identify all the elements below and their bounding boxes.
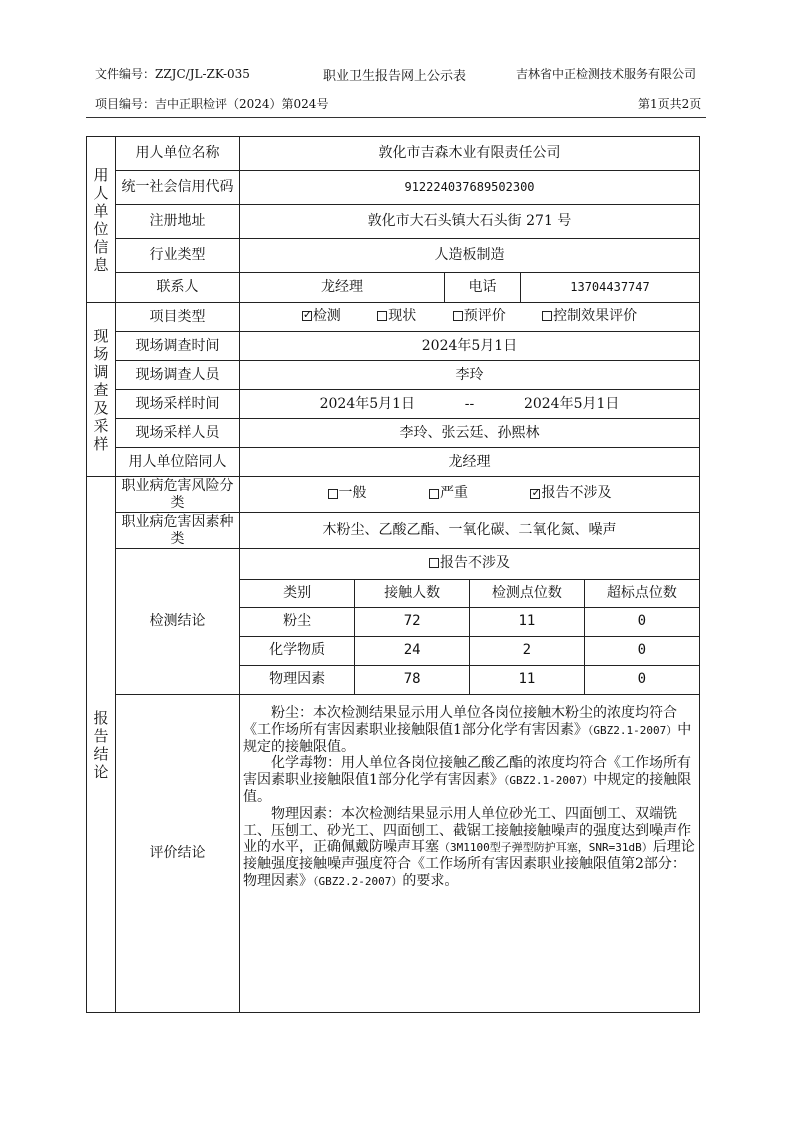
credit-code: 912224037689502300	[240, 171, 700, 205]
checked-box-icon	[302, 311, 312, 321]
table-cell: 0	[584, 607, 699, 636]
project-type-label: 项目类型	[116, 303, 240, 332]
table-row	[240, 665, 699, 694]
disclosure-table	[86, 136, 700, 1013]
checkbox-icon	[429, 558, 439, 568]
evaluation-paragraph-chemical: 化学毒物：用人单位各岗位接触乙酸乙酯的浓度均符合《工作场所有害因素职业接触限值1部分化学有害因素》（GBZ2.1-2007）中规定的接触限值。	[243, 755, 692, 805]
detection-not-involved[interactable]: 报告不涉及	[240, 549, 699, 579]
sampling-time	[240, 390, 700, 419]
address: 敦化市大石头镇大石头街 271 号	[240, 205, 700, 239]
survey-time-label: 现场调查时间	[116, 332, 240, 361]
project-type-pre-evaluation[interactable]: 预评价	[453, 308, 506, 325]
table-header-category: 类别	[240, 579, 355, 607]
section-report: 报告结论	[87, 477, 116, 1013]
checkbox-icon	[429, 489, 439, 499]
evaluation-paragraph-physical: 物理因素：本次检测结果显示用人单位砂光工、四面刨工、双端铣工、压刨工、砂光工、四面刨工、截锯工接触接触噪声的强度达到噪声作业的水平，正确佩戴防噪声耳塞（3M1100型子弹型防护耳塞，SNR=31dB）后理论接触强度接触噪声强度符合《工作场所有害因素职业接触限值第2部分：物理因素》（GBZ2.2-2007）的要求。	[243, 805, 695, 889]
section-survey: 现场调查及采样	[87, 303, 116, 477]
file-number: 文件编号：ZZJC/JL-ZK-035	[95, 67, 250, 81]
table-header-exceeded: 超标点位数	[584, 579, 699, 607]
header-divider	[86, 117, 706, 118]
table-cell: 11	[470, 665, 585, 694]
risk-serious[interactable]: 严重	[429, 485, 468, 502]
table-cell: 粉尘	[240, 607, 355, 636]
table-cell: 0	[584, 665, 699, 694]
evaluation-conclusion-label: 评价结论	[116, 695, 240, 1013]
table-cell: 2	[470, 636, 585, 665]
evaluation-conclusion	[240, 695, 700, 1013]
industry: 人造板制造	[240, 239, 700, 273]
page-number: 第1页共2页	[638, 97, 702, 111]
survey-time: 2024年5月1日	[240, 332, 700, 361]
surveyor-label: 现场调查人员	[116, 361, 240, 390]
surveyor: 李玲	[240, 361, 700, 390]
sampling-end: 2024年5月1日	[523, 395, 620, 412]
project-type-status[interactable]: 现状	[377, 308, 416, 325]
samplers: 李玲、张云廷、孙熙林	[240, 419, 700, 448]
checkbox-icon	[328, 489, 338, 499]
risk-not-involved[interactable]: ✓ 报告不涉及	[530, 485, 611, 502]
table-header-points: 检测点位数	[470, 579, 585, 607]
escort: 龙经理	[240, 448, 700, 477]
table-cell: 化学物质	[240, 636, 355, 665]
project-type-control-effect[interactable]: 控制效果评价	[542, 308, 637, 325]
checked-box-icon	[530, 489, 540, 499]
employer-name-label: 用人单位名称	[116, 137, 240, 171]
risk-class-label: 职业病危害风险分类	[116, 477, 240, 513]
form-title: 职业卫生报告网上公示表	[323, 69, 467, 84]
table-cell: 0	[584, 636, 699, 665]
company-name: 吉林省中正检测技术服务有限公司	[516, 67, 697, 81]
table-header-exposed: 接触人数	[355, 579, 470, 607]
table-cell: 11	[470, 607, 585, 636]
checkbox-icon	[542, 311, 552, 321]
hazard-factors-label: 职业病危害因素种类	[116, 513, 240, 549]
escort-label: 用人单位陪同人	[116, 448, 240, 477]
detection-conclusion-label: 检测结论	[116, 549, 240, 695]
table-row	[240, 607, 699, 636]
project-type-options	[240, 303, 700, 332]
sampling-time-label: 现场采样时间	[116, 390, 240, 419]
sampling-start: 2024年5月1日	[319, 395, 416, 412]
hazard-factors: 木粉尘、乙酸乙酯、一氧化碳、二氧化氮、噪声	[240, 513, 700, 549]
phone-number: 13704437747	[521, 273, 700, 303]
table-cell: 24	[355, 636, 470, 665]
contact-person: 龙经理	[240, 273, 445, 303]
contact-label: 联系人	[116, 273, 240, 303]
checkbox-icon	[377, 311, 387, 321]
industry-label: 行业类型	[116, 239, 240, 273]
phone-label: 电话	[445, 273, 521, 303]
table-cell: 72	[355, 607, 470, 636]
sampling-separator: --	[464, 395, 475, 412]
credit-code-label: 统一社会信用代码	[116, 171, 240, 205]
table-cell: 78	[355, 665, 470, 694]
section-employer: 用人单位信息	[87, 137, 116, 303]
risk-general[interactable]: 一般	[328, 485, 367, 502]
table-row	[240, 636, 699, 665]
table-cell: 物理因素	[240, 665, 355, 694]
project-type-detection[interactable]: ✓ 检测	[302, 308, 341, 325]
risk-class-options	[240, 477, 700, 513]
employer-name: 敦化市吉森木业有限责任公司	[240, 137, 700, 171]
project-number: 项目编号：吉中正职检评（2024）第024号	[95, 97, 329, 111]
detection-table	[240, 549, 699, 694]
checkbox-icon	[453, 311, 463, 321]
detection-conclusion	[240, 549, 700, 695]
sampler-label: 现场采样人员	[116, 419, 240, 448]
address-label: 注册地址	[116, 205, 240, 239]
evaluation-paragraph-dust: 粉尘：本次检测结果显示用人单位各岗位接触木粉尘的浓度均符合《工作场所有害因素职业接触限值1部分化学有害因素》（GBZ2.1-2007）中规定的接触限值。	[243, 705, 692, 755]
